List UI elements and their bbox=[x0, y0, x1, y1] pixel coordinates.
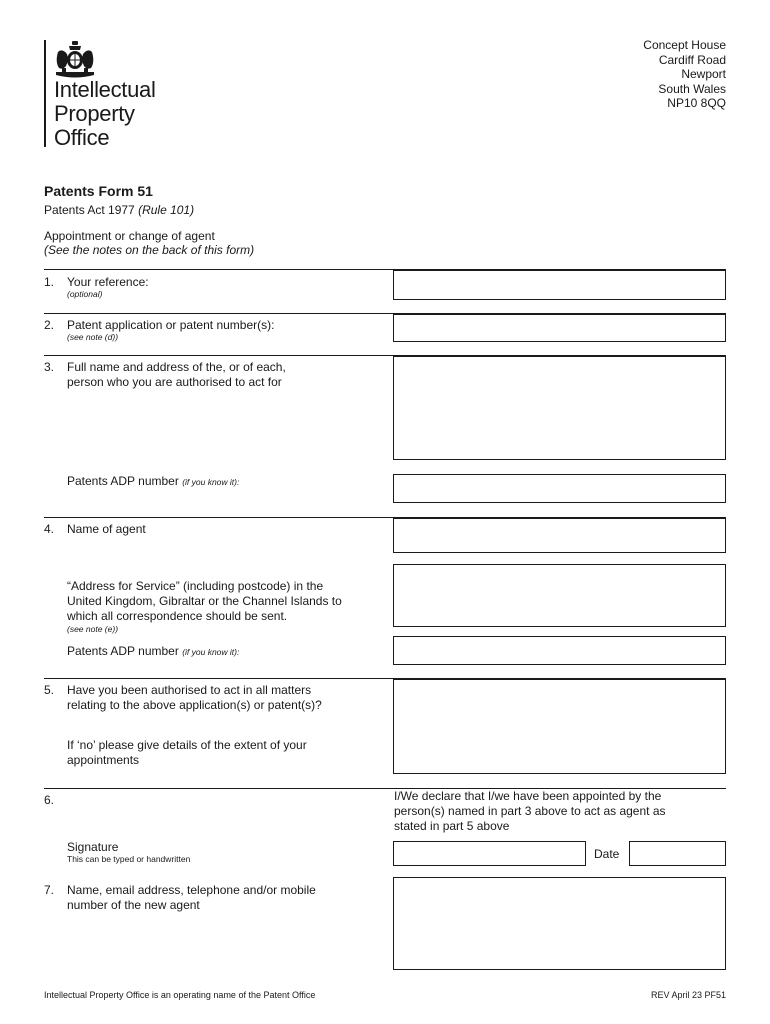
signature-label: Signature bbox=[67, 840, 119, 854]
patent-number-field[interactable] bbox=[393, 314, 726, 342]
your-reference-hint: (optional) bbox=[67, 289, 103, 299]
address-line: Cardiff Road bbox=[658, 52, 726, 67]
logo-line: Property bbox=[54, 101, 135, 126]
section-number: 7. bbox=[44, 883, 55, 897]
principal-adp-field[interactable] bbox=[393, 474, 726, 503]
address-for-service-hint: (see note (e)) bbox=[67, 624, 119, 634]
declaration-line: person(s) named in part 3 above to act as agent as bbox=[394, 804, 666, 818]
logo-bar bbox=[44, 40, 46, 147]
label-line: relating to the above application(s) or patent(s)? bbox=[67, 698, 322, 712]
logo-line: Intellectual bbox=[54, 77, 156, 102]
label-line: If ‘no’ please give details of the extent of your bbox=[67, 738, 307, 752]
adp-hint: (if you know it): bbox=[182, 647, 240, 657]
address-line: NP10 8QQ bbox=[667, 96, 726, 110]
form-title: Patents Form 51 bbox=[44, 183, 153, 199]
section-number: 5. bbox=[44, 683, 55, 697]
adp-hint: (if you know it): bbox=[182, 477, 240, 487]
label-line: Name, email address, telephone and/or mobile bbox=[67, 883, 316, 897]
logo-wordmark bbox=[54, 78, 156, 150]
adp-label-text: Patents ADP number bbox=[67, 644, 179, 658]
address-line: Concept House bbox=[643, 38, 726, 52]
authorisation-field[interactable] bbox=[393, 679, 726, 774]
section-number: 6. bbox=[44, 793, 55, 807]
agent-name-field[interactable] bbox=[393, 518, 726, 553]
date-field[interactable] bbox=[629, 841, 726, 866]
form-note: (See the notes on the back of this form) bbox=[44, 243, 255, 257]
principal-name-label bbox=[67, 360, 286, 390]
new-agent-label bbox=[67, 883, 316, 913]
agent-adp-label bbox=[67, 644, 239, 659]
principal-adp-label bbox=[67, 474, 239, 489]
your-reference-field[interactable] bbox=[393, 270, 726, 300]
act-name: Patents Act 1977 bbox=[44, 203, 135, 217]
footer-left: Intellectual Property Office is an operating name of the Patent Office bbox=[44, 990, 316, 1000]
label-line: number of the new agent bbox=[67, 898, 200, 912]
patent-number-hint: (see note (d)) bbox=[67, 332, 119, 342]
section-number: 1. bbox=[44, 275, 55, 289]
label-line: which all correspondence should be sent. bbox=[67, 609, 288, 623]
address-line: South Wales bbox=[658, 81, 726, 96]
adp-label-text: Patents ADP number bbox=[67, 474, 179, 488]
form-act bbox=[44, 203, 194, 217]
section-number: 2. bbox=[44, 318, 55, 332]
section-number: 3. bbox=[44, 360, 55, 374]
address-line: Newport bbox=[681, 67, 726, 81]
label-line: appointments bbox=[67, 753, 140, 767]
your-reference-label: Your reference: bbox=[67, 275, 149, 289]
signature-field[interactable] bbox=[393, 841, 586, 866]
agent-name-label: Name of agent bbox=[67, 522, 146, 536]
address-for-service-label bbox=[67, 579, 382, 624]
declaration-line: stated in part 5 above bbox=[394, 819, 510, 833]
section-number: 4. bbox=[44, 522, 55, 536]
label-line: person who you are authorised to act for bbox=[67, 375, 282, 389]
date-label: Date bbox=[594, 847, 620, 861]
signature-hint: This can be typed or handwritten bbox=[67, 854, 191, 864]
label-line: Have you been authorised to act in all matters bbox=[67, 683, 312, 697]
footer-right: REV April 23 PF51 bbox=[650, 990, 726, 1000]
label-line: Full name and address of the, or of each, bbox=[67, 360, 286, 374]
label-line: United Kingdom, Gibraltar or the Channel Islands to bbox=[67, 594, 342, 608]
address-for-service-field[interactable] bbox=[393, 564, 726, 627]
declaration-line: I/We declare that I/we have been appointed by the bbox=[394, 789, 662, 803]
agent-adp-field[interactable] bbox=[393, 636, 726, 665]
authorisation-details-label bbox=[67, 738, 307, 768]
act-rule: (Rule 101) bbox=[138, 203, 195, 217]
principal-name-address-field[interactable] bbox=[393, 356, 726, 460]
office-address bbox=[643, 38, 726, 111]
authorisation-label bbox=[67, 683, 322, 713]
label-line: “Address for Service” (including postcode) in the bbox=[67, 579, 324, 593]
logo-line: Office bbox=[54, 125, 110, 150]
declaration-text bbox=[394, 789, 724, 834]
royal-crest-icon bbox=[52, 40, 98, 80]
patent-number-label: Patent application or patent number(s): bbox=[67, 318, 275, 332]
form-subtitle: Appointment or change of agent bbox=[44, 229, 215, 243]
new-agent-details-field[interactable] bbox=[393, 877, 726, 970]
